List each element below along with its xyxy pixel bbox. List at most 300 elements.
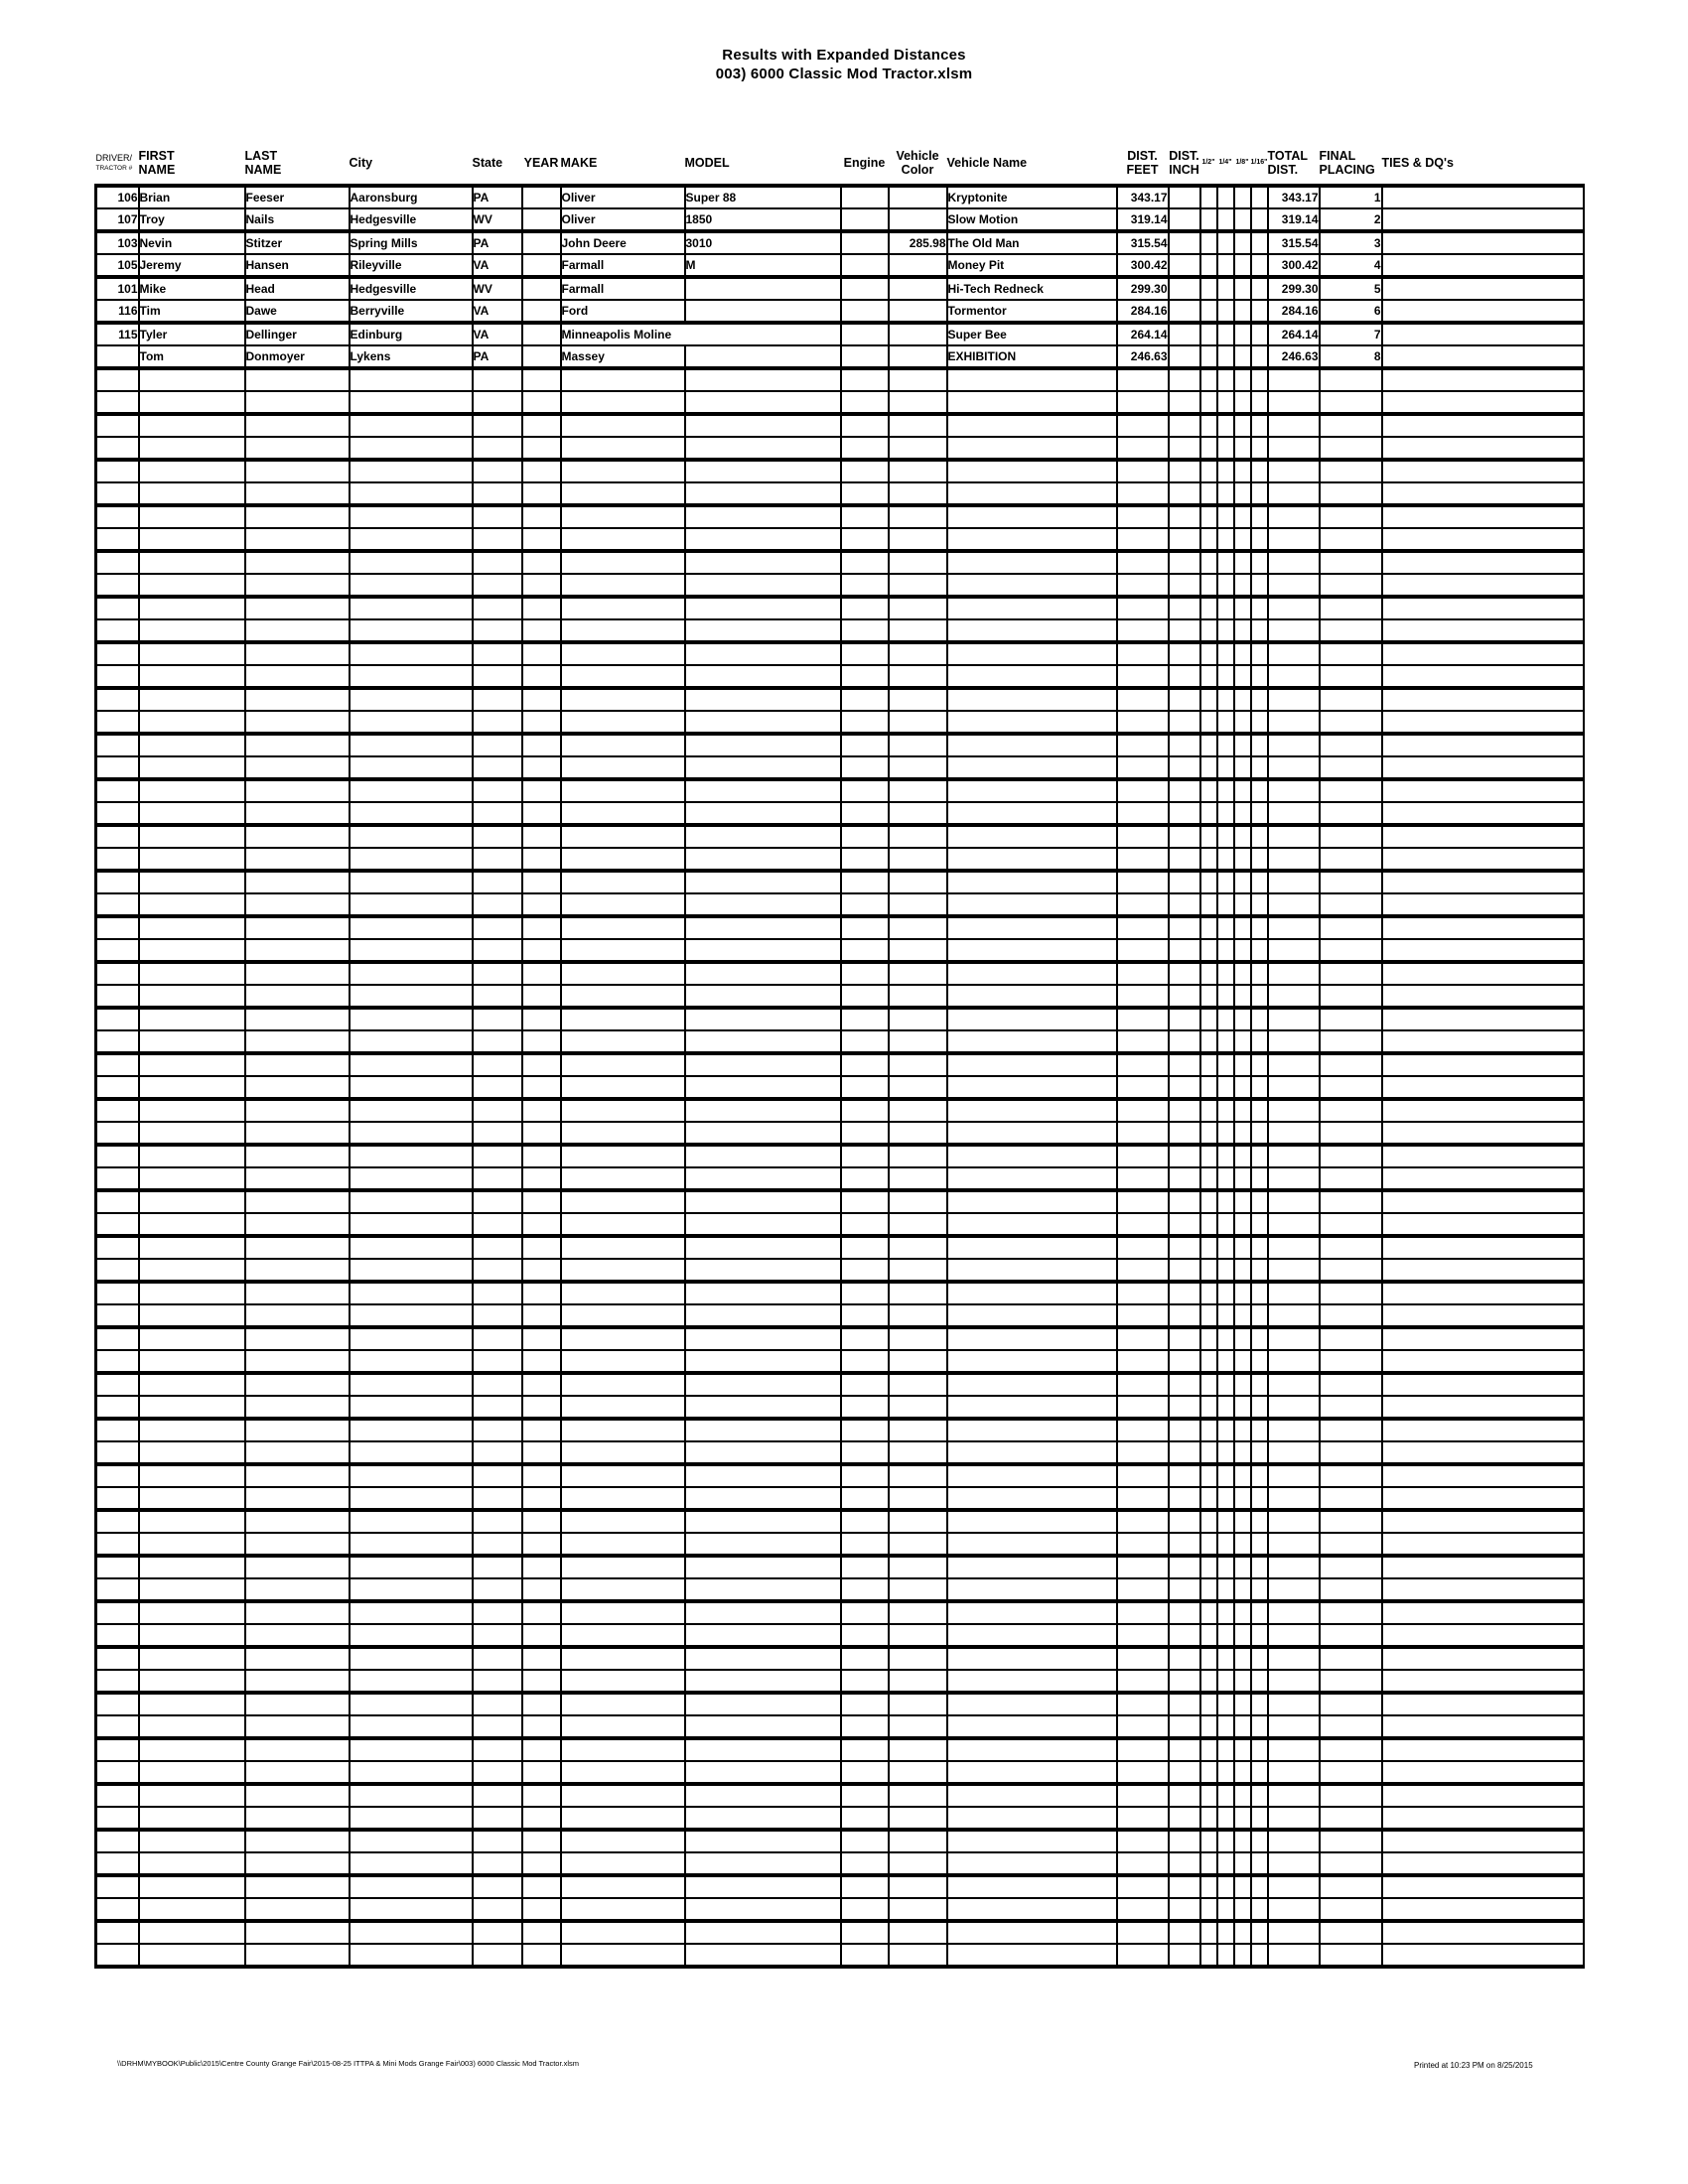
empty-cell-year	[522, 665, 561, 688]
empty-cell-last	[245, 825, 350, 848]
empty-cell-state	[473, 1419, 522, 1441]
empty-cell-quarter	[1217, 802, 1234, 825]
empty-cell-last	[245, 574, 350, 597]
empty-cell-sixteenth	[1251, 802, 1268, 825]
empty-cell-year	[522, 1510, 561, 1533]
cell-quarter	[1217, 345, 1234, 368]
empty-cell-sixteenth	[1251, 1213, 1268, 1236]
empty-cell-num	[96, 1784, 139, 1807]
empty-cell-first	[139, 391, 245, 414]
cell-ties	[1382, 345, 1584, 368]
empty-cell-state	[473, 619, 522, 642]
cell-placing: 5	[1320, 277, 1382, 300]
empty-cell-vname	[947, 1259, 1117, 1282]
empty-cell-city	[350, 665, 473, 688]
empty-cell-dinch	[1169, 1533, 1200, 1556]
empty-cell-model	[685, 1898, 841, 1921]
cell-eighth	[1234, 208, 1251, 231]
empty-cell-ties	[1382, 1327, 1584, 1350]
empty-cell-color	[889, 1145, 947, 1167]
cell-dinch	[1169, 231, 1200, 254]
empty-cell-total	[1268, 1419, 1320, 1441]
table-row	[96, 345, 1584, 368]
empty-cell-sixteenth	[1251, 574, 1268, 597]
empty-cell-model	[685, 1715, 841, 1738]
empty-cell-vname	[947, 1053, 1117, 1076]
empty-cell-model	[685, 985, 841, 1008]
empty-cell-city	[350, 414, 473, 437]
empty-cell-vname	[947, 1464, 1117, 1487]
empty-cell-engine	[841, 1533, 889, 1556]
empty-cell-quarter	[1217, 962, 1234, 985]
empty-cell-dfeet	[1117, 1213, 1169, 1236]
empty-cell-sixteenth	[1251, 1282, 1268, 1304]
empty-cell-placing	[1320, 1944, 1382, 1967]
empty-cell-sixteenth	[1251, 1647, 1268, 1670]
empty-cell-vname	[947, 939, 1117, 962]
empty-cell-engine	[841, 1807, 889, 1830]
empty-cell-last	[245, 1396, 350, 1419]
empty-cell-state	[473, 825, 522, 848]
empty-cell-engine	[841, 688, 889, 711]
empty-cell-state	[473, 756, 522, 779]
empty-cell-first	[139, 1145, 245, 1167]
empty-cell-sixteenth	[1251, 505, 1268, 528]
cell-first: Mike	[139, 277, 245, 300]
empty-cell-placing	[1320, 1487, 1382, 1510]
empty-cell-ties	[1382, 1053, 1584, 1076]
empty-cell-num	[96, 893, 139, 916]
empty-cell-model	[685, 1944, 841, 1967]
header-label-bottom-sixteenth: 1/16"	[1250, 159, 1268, 166]
empty-cell-engine	[841, 574, 889, 597]
empty-cell-vname	[947, 1282, 1117, 1304]
empty-cell-placing	[1320, 597, 1382, 619]
cell-dinch	[1169, 300, 1200, 323]
empty-cell-model	[685, 1053, 841, 1076]
empty-cell-ties	[1382, 619, 1584, 642]
empty-cell-first	[139, 1693, 245, 1715]
empty-cell-quarter	[1217, 574, 1234, 597]
empty-cell-year	[522, 1807, 561, 1830]
empty-cell-engine	[841, 482, 889, 505]
empty-cell-first	[139, 1875, 245, 1898]
empty-cell-num	[96, 414, 139, 437]
empty-cell-placing	[1320, 1373, 1382, 1396]
empty-cell-dinch	[1169, 1624, 1200, 1647]
empty-cell-first	[139, 916, 245, 939]
empty-cell-total	[1268, 1122, 1320, 1145]
empty-cell-placing	[1320, 1213, 1382, 1236]
empty-cell-state	[473, 482, 522, 505]
empty-cell-eighth	[1234, 597, 1251, 619]
empty-cell-half	[1200, 848, 1217, 871]
empty-cell-dinch	[1169, 1099, 1200, 1122]
empty-cell-year	[522, 1373, 561, 1396]
empty-cell-make	[561, 528, 685, 551]
cell-year	[522, 277, 561, 300]
empty-cell-last	[245, 1601, 350, 1624]
empty-cell-eighth	[1234, 1076, 1251, 1099]
empty-cell-city	[350, 1053, 473, 1076]
empty-cell-color	[889, 1647, 947, 1670]
empty-cell-make	[561, 688, 685, 711]
empty-cell-model	[685, 1830, 841, 1852]
empty-cell-num	[96, 1624, 139, 1647]
empty-cell-dfeet	[1117, 1738, 1169, 1761]
empty-cell-eighth	[1234, 665, 1251, 688]
empty-cell-dfeet	[1117, 1464, 1169, 1487]
cell-year	[522, 186, 561, 208]
empty-cell-num	[96, 1647, 139, 1670]
empty-cell-make	[561, 1464, 685, 1487]
empty-cell-engine	[841, 642, 889, 665]
empty-cell-sixteenth	[1251, 939, 1268, 962]
empty-cell-dfeet	[1117, 916, 1169, 939]
cell-model: 1850	[685, 208, 841, 231]
empty-cell-quarter	[1217, 711, 1234, 734]
empty-grid-row	[96, 505, 1584, 528]
empty-cell-total	[1268, 619, 1320, 642]
empty-cell-last	[245, 437, 350, 460]
empty-cell-make	[561, 1350, 685, 1373]
empty-cell-color	[889, 1852, 947, 1875]
empty-cell-color	[889, 1578, 947, 1601]
empty-cell-year	[522, 1578, 561, 1601]
empty-cell-vname	[947, 528, 1117, 551]
empty-cell-last	[245, 642, 350, 665]
header-label-top-total: TOTAL	[1267, 149, 1309, 163]
empty-cell-half	[1200, 1693, 1217, 1715]
empty-cell-ties	[1382, 871, 1584, 893]
empty-cell-sixteenth	[1251, 1419, 1268, 1441]
empty-cell-first	[139, 1715, 245, 1738]
empty-cell-sixteenth	[1251, 1784, 1268, 1807]
empty-cell-last	[245, 688, 350, 711]
empty-cell-color	[889, 1807, 947, 1830]
empty-cell-make	[561, 1556, 685, 1578]
empty-cell-num	[96, 1350, 139, 1373]
empty-cell-quarter	[1217, 1236, 1234, 1259]
empty-cell-dinch	[1169, 802, 1200, 825]
empty-grid-row	[96, 1030, 1584, 1053]
empty-grid-row	[96, 802, 1584, 825]
empty-cell-vname	[947, 368, 1117, 391]
empty-cell-vname	[947, 414, 1117, 437]
empty-cell-placing	[1320, 939, 1382, 962]
header-cell-make	[561, 142, 685, 186]
empty-cell-model	[685, 1167, 841, 1190]
empty-cell-year	[522, 1852, 561, 1875]
empty-cell-engine	[841, 939, 889, 962]
empty-cell-ties	[1382, 528, 1584, 551]
empty-cell-state	[473, 460, 522, 482]
empty-cell-last	[245, 1304, 350, 1327]
empty-cell-total	[1268, 1533, 1320, 1556]
empty-cell-sixteenth	[1251, 1236, 1268, 1259]
cell-model: M	[685, 254, 841, 277]
empty-cell-sixteenth	[1251, 1921, 1268, 1944]
empty-cell-vname	[947, 1807, 1117, 1830]
empty-cell-model	[685, 1419, 841, 1441]
empty-cell-last	[245, 1327, 350, 1350]
header-label-bottom-half: 1/2"	[1201, 159, 1215, 166]
empty-cell-placing	[1320, 711, 1382, 734]
cell-city: Hedgesville	[350, 277, 473, 300]
empty-cell-ties	[1382, 688, 1584, 711]
empty-cell-quarter	[1217, 368, 1234, 391]
empty-cell-model	[685, 665, 841, 688]
empty-cell-first	[139, 1944, 245, 1967]
empty-cell-num	[96, 1875, 139, 1898]
cell-vname: Tormentor	[947, 300, 1117, 323]
empty-cell-half	[1200, 734, 1217, 756]
cell-dinch	[1169, 345, 1200, 368]
empty-grid-row	[96, 1122, 1584, 1145]
empty-cell-make	[561, 1647, 685, 1670]
empty-cell-placing	[1320, 779, 1382, 802]
empty-grid-row	[96, 1282, 1584, 1304]
empty-cell-city	[350, 1921, 473, 1944]
empty-cell-sixteenth	[1251, 597, 1268, 619]
empty-cell-ties	[1382, 665, 1584, 688]
empty-cell-dfeet	[1117, 665, 1169, 688]
empty-cell-quarter	[1217, 916, 1234, 939]
cell-total: 319.14	[1268, 208, 1320, 231]
empty-cell-first	[139, 665, 245, 688]
header-cell-dfeet	[1117, 142, 1169, 186]
empty-cell-eighth	[1234, 939, 1251, 962]
empty-cell-state	[473, 574, 522, 597]
empty-cell-year	[522, 1556, 561, 1578]
cell-make: Oliver	[561, 208, 685, 231]
empty-cell-ties	[1382, 1647, 1584, 1670]
empty-cell-ties	[1382, 1373, 1584, 1396]
empty-cell-total	[1268, 1921, 1320, 1944]
cell-last: Head	[245, 277, 350, 300]
table-header	[96, 142, 1584, 186]
empty-cell-dfeet	[1117, 756, 1169, 779]
empty-cell-ties	[1382, 505, 1584, 528]
cell-total: 315.54	[1268, 231, 1320, 254]
empty-cell-color	[889, 1373, 947, 1396]
empty-cell-make	[561, 734, 685, 756]
empty-cell-ties	[1382, 802, 1584, 825]
empty-cell-vname	[947, 1419, 1117, 1441]
empty-cell-year	[522, 939, 561, 962]
empty-cell-model	[685, 1213, 841, 1236]
empty-cell-ties	[1382, 1533, 1584, 1556]
empty-cell-sixteenth	[1251, 734, 1268, 756]
empty-cell-city	[350, 1556, 473, 1578]
cell-engine	[841, 300, 889, 323]
empty-cell-last	[245, 597, 350, 619]
empty-cell-model	[685, 1259, 841, 1282]
empty-cell-vname	[947, 1236, 1117, 1259]
empty-grid-row	[96, 1578, 1584, 1601]
empty-cell-num	[96, 825, 139, 848]
empty-cell-placing	[1320, 437, 1382, 460]
table-row	[96, 208, 1584, 231]
empty-cell-half	[1200, 1464, 1217, 1487]
empty-cell-total	[1268, 1236, 1320, 1259]
empty-cell-vname	[947, 1030, 1117, 1053]
empty-cell-first	[139, 1464, 245, 1487]
cell-vname: Money Pit	[947, 254, 1117, 277]
empty-cell-dfeet	[1117, 1327, 1169, 1350]
cell-city: Berryville	[350, 300, 473, 323]
empty-cell-state	[473, 665, 522, 688]
empty-cell-model	[685, 1647, 841, 1670]
empty-cell-city	[350, 1145, 473, 1167]
empty-cell-ties	[1382, 1282, 1584, 1304]
empty-cell-last	[245, 734, 350, 756]
empty-cell-make	[561, 1693, 685, 1715]
empty-cell-num	[96, 1715, 139, 1738]
empty-cell-make	[561, 1487, 685, 1510]
empty-cell-model	[685, 505, 841, 528]
empty-cell-ties	[1382, 1624, 1584, 1647]
empty-cell-model	[685, 893, 841, 916]
cell-state: PA	[473, 186, 522, 208]
empty-cell-quarter	[1217, 1510, 1234, 1533]
empty-cell-half	[1200, 1556, 1217, 1578]
empty-grid-row	[96, 1738, 1584, 1761]
empty-cell-state	[473, 1350, 522, 1373]
empty-cell-ties	[1382, 368, 1584, 391]
empty-cell-ties	[1382, 1898, 1584, 1921]
empty-cell-num	[96, 962, 139, 985]
cell-dinch	[1169, 254, 1200, 277]
empty-cell-ties	[1382, 597, 1584, 619]
empty-cell-dinch	[1169, 1761, 1200, 1784]
empty-cell-model	[685, 1076, 841, 1099]
empty-cell-year	[522, 1282, 561, 1304]
empty-cell-num	[96, 1145, 139, 1167]
empty-cell-dinch	[1169, 1510, 1200, 1533]
empty-cell-ties	[1382, 1715, 1584, 1738]
empty-cell-eighth	[1234, 1122, 1251, 1145]
cell-eighth	[1234, 254, 1251, 277]
empty-cell-model	[685, 1487, 841, 1510]
empty-cell-city	[350, 1099, 473, 1122]
empty-cell-last	[245, 551, 350, 574]
empty-cell-total	[1268, 1556, 1320, 1578]
empty-cell-total	[1268, 1213, 1320, 1236]
empty-cell-make	[561, 825, 685, 848]
empty-cell-make	[561, 962, 685, 985]
empty-cell-city	[350, 597, 473, 619]
empty-cell-dfeet	[1117, 1145, 1169, 1167]
header-cell-first	[139, 142, 245, 186]
empty-cell-model	[685, 597, 841, 619]
empty-cell-num	[96, 939, 139, 962]
empty-cell-half	[1200, 711, 1217, 734]
empty-cell-dfeet	[1117, 391, 1169, 414]
empty-cell-model	[685, 688, 841, 711]
cell-sixteenth	[1251, 300, 1268, 323]
empty-cell-make	[561, 1259, 685, 1282]
empty-cell-year	[522, 893, 561, 916]
empty-cell-num	[96, 1670, 139, 1693]
empty-grid-row	[96, 1647, 1584, 1670]
empty-cell-quarter	[1217, 1898, 1234, 1921]
empty-cell-engine	[841, 711, 889, 734]
header-label-top-num: DRIVER/	[95, 153, 133, 163]
empty-cell-ties	[1382, 482, 1584, 505]
empty-cell-first	[139, 1350, 245, 1373]
empty-cell-sixteenth	[1251, 1122, 1268, 1145]
empty-cell-half	[1200, 597, 1217, 619]
empty-cell-color	[889, 619, 947, 642]
cell-dfeet: 300.42	[1117, 254, 1169, 277]
cell-quarter	[1217, 186, 1234, 208]
empty-cell-total	[1268, 871, 1320, 893]
empty-cell-make	[561, 916, 685, 939]
empty-cell-color	[889, 1327, 947, 1350]
empty-cell-city	[350, 1487, 473, 1510]
header-label-bottom-eighth: 1/8"	[1235, 159, 1249, 166]
empty-cell-vname	[947, 665, 1117, 688]
empty-cell-ties	[1382, 1601, 1584, 1624]
header-cell-ties	[1382, 142, 1584, 186]
empty-cell-first	[139, 1830, 245, 1852]
empty-cell-engine	[841, 802, 889, 825]
empty-cell-dfeet	[1117, 1099, 1169, 1122]
cell-vname: Super Bee	[947, 323, 1117, 345]
empty-cell-city	[350, 825, 473, 848]
empty-cell-dfeet	[1117, 1030, 1169, 1053]
empty-cell-year	[522, 1030, 561, 1053]
empty-cell-placing	[1320, 1008, 1382, 1030]
empty-cell-year	[522, 1761, 561, 1784]
empty-cell-year	[522, 460, 561, 482]
cell-first: Troy	[139, 208, 245, 231]
empty-cell-first	[139, 414, 245, 437]
empty-cell-color	[889, 1053, 947, 1076]
empty-cell-dinch	[1169, 1076, 1200, 1099]
empty-cell-total	[1268, 1784, 1320, 1807]
empty-cell-total	[1268, 1327, 1320, 1350]
empty-cell-eighth	[1234, 1624, 1251, 1647]
empty-cell-sixteenth	[1251, 711, 1268, 734]
cell-make: Oliver	[561, 186, 685, 208]
file-title: 003) 6000 Classic Mod Tractor.xlsm	[715, 66, 973, 82]
empty-cell-num	[96, 1807, 139, 1830]
empty-cell-ties	[1382, 962, 1584, 985]
empty-cell-half	[1200, 1533, 1217, 1556]
empty-grid-row	[96, 871, 1584, 893]
empty-cell-num	[96, 1738, 139, 1761]
empty-cell-city	[350, 962, 473, 985]
empty-cell-state	[473, 1122, 522, 1145]
cell-num: 105	[96, 254, 139, 277]
empty-cell-last	[245, 1419, 350, 1441]
header-cell-dinch	[1169, 142, 1200, 186]
empty-cell-model	[685, 1533, 841, 1556]
empty-cell-first	[139, 1053, 245, 1076]
empty-cell-city	[350, 437, 473, 460]
empty-cell-city	[350, 711, 473, 734]
cell-sixteenth	[1251, 254, 1268, 277]
empty-cell-half	[1200, 779, 1217, 802]
empty-cell-dinch	[1169, 642, 1200, 665]
header-label-top-color: Vehicle	[896, 149, 939, 163]
empty-grid-row	[96, 1213, 1584, 1236]
empty-cell-dinch	[1169, 391, 1200, 414]
empty-cell-make	[561, 1396, 685, 1419]
empty-cell-city	[350, 1624, 473, 1647]
